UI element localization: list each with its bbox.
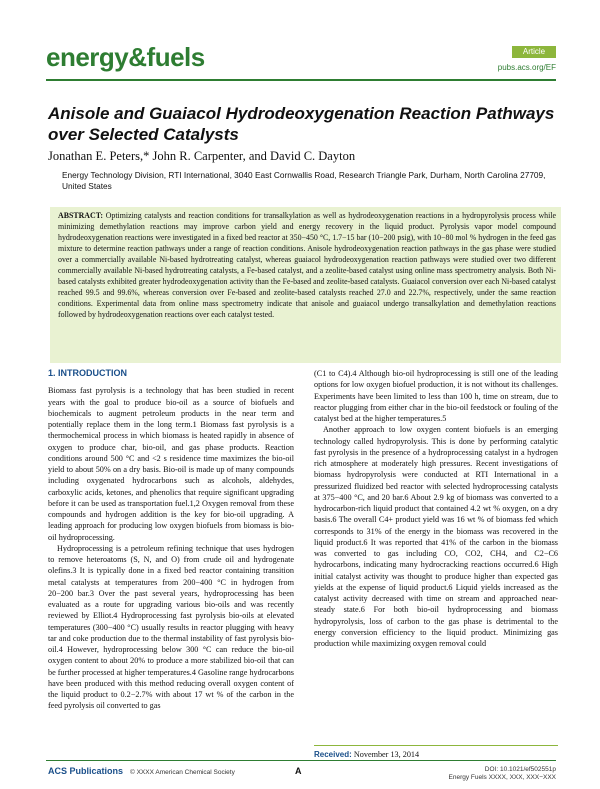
section-heading: 1. INTRODUCTION (48, 368, 128, 378)
article-type-badge: Article (512, 46, 556, 58)
paragraph: Biomass fast pyrolysis is a technology that has been studied in recent years with the goal to produce bio-oil as a source of biofuels and biochemicals to augment petroleum products in the near term and potentially replace them in the long term.1 Biomass fast pyrolysis is a thermochemical process in which biomass is heated rapidly in absence of oxygen to produce char, bio-oil, and gas phase products. Reaction conditions around 500 °C and <2 s residence time maximizes the bio-oil yield to about 50% on a dry basis. Bio-oil is made up of many compounds including oxygenated hydrocarbons such as alcohols, aldehydes, carboxylic acids, ketones, and phenolics that require significant upgrading before it can be used as transportation fuel.1,2 Oxygen removal from these compounds and hydrogen addition is the key for bio-oil upgrading. A leading approach for producing low oxygen biofuels from biomass is bio-oil hydroprocessing. (48, 386, 294, 542)
received-value: November 13, 2014 (353, 750, 420, 759)
paragraph: (C1 to C4).4 Although bio-oil hydroprocessing is still one of the leading options for low oxygen biofuel production, it is not without its challenges. Experiments have been limited to less than 100 h, time on stream, due to reactor plugging from either char in the bio-oil feedstock or fouling of the catalyst bed at the higher temperatures.5 (314, 369, 558, 423)
footer-rule (46, 760, 556, 761)
citation: Energy Fuels XXXX, XXX, XXX−XXX (448, 774, 556, 781)
author-list: Jonathan E. Peters,* John R. Carpenter, and David C. Dayton (48, 149, 356, 163)
received-date (314, 745, 558, 759)
abstract-box (50, 207, 561, 363)
copyright: © XXXX American Chemical Society (130, 769, 235, 776)
doi-link[interactable]: DOI: 10.1021/ef502551p (484, 766, 556, 773)
page-number: A (295, 766, 302, 776)
publisher-logo: ACS Publications (48, 766, 124, 776)
affiliation: Energy Technology Division, RTI International, 3040 East Cornwallis Road, Research Triangle Park, Durham, North Carolina 27709, United States (62, 170, 546, 191)
doi-block (430, 766, 556, 782)
header-rule (46, 79, 556, 81)
column-right (314, 368, 558, 649)
journal-url-link[interactable]: pubs.acs.org/EF (497, 63, 556, 72)
paper-title: Anisole and Guaiacol Hydrodeoxygenation Reaction Pathways over Selected Catalysts (48, 104, 555, 144)
column-left (48, 368, 294, 712)
received-label: Received: (314, 750, 352, 759)
journal-logo: energy&fuels (46, 42, 205, 72)
paragraph: Hydroprocessing is a petroleum refining technique that uses hydrogen to remove heteroatoms (S, N, and O) from crude oil and hydrogenate olefins.3 It is typically done in a fixed bed reactor containing transition metal catalysts at temperatures from 200−400 °C in hydrogen from 20−200 bar.3 Over the past several years, hydroprocessing has been evaluated as a route for upgrading various bio-oils and was recently reviewed by Elliot.4 Hydroprocessing fast pyrolysis bio-oils at elevated temperatures (300−400 °C) usually results in reactor plugging with heavy tar and coke production due to the thermal instability of fast pyrolysis bio-oil.4 However, hydroprocessing below 300 °C can reduce the bio-oil oxygen content to about 20% to produce a more stabilized bio-oil that can be further processed at higher temperatures.4 Gasoline range hydrocarbons have been produced with this method reducing overall oxygen content of the liquid product to 0.2−2.7% with about 17 wt % of the carbon in the feed pyrolysis oil converted to gas (48, 543, 294, 711)
paragraph: Another approach to low oxygen content biofuels is an emerging technology called hydropyrolysis. This is done by performing catalytic fast pyrolysis in the presence of a hydroprocessing catalyst in a hydrogen rich atmosphere at moderately high pressures. Recent investigations of biomass hydropyrolysis were conducted at RTI International in a pressurized fluidized bed reactor with selected hydroprocessing catalysts at 375−400 °C, and 20 bar.6 About 2.9 kg of biomass was converted to a hydrocarbon-rich liquid product that contained 4.2 wt % oxygen, on a dry basis.6 The overall C4+ product yield was 16 wt % of biomass fed which corresponds to 31% of the energy in the biomass was recovered in the liquid product.6 It was reported that 41% of the carbon in the biomass was converted to gas including CO, CO2, CH4, and C2−C6 hydrocarbons, indicating many hydrocracking reactions occurred.6 High initial catalyst activity was thought to produce higher than expected gas yields at the expense of liquid product.6 Liquid yields increased as the catalyst activity decreased with time on stream and approached near-steady state.6 For both bio-oil hydroprocessing and biomass hydropyrolysis, loss of carbon to the gas phase is detrimental to the energy conversion efficiency to the liquid product. Minimizing gas production while maximizing oxygen removal could (314, 425, 558, 648)
abstract-label: ABSTRACT: (58, 211, 104, 220)
abstract-text: Optimizing catalysts and reaction conditions for transalkylation as well as hydrodeoxygenation reactions in a hydropyrolysis process while minimizing demethylation reactions may improve carbon yield and energy recovery in the liquid product. Pyrolysis vapor model compound hydrodeoxygenation reactions were investigated in a fixed bed reactor at 350−450 °C, 1.7−15 bar (10−200 psig), with 10−80 mol % hydrogen in the feed gas mixture to determine reaction pathways under a range of reaction conditions. Anisole hydrodeoxygenation reaction pathways in the gas phase were studied over a commercially available Ni-based hydrotreating catalyst, whereas guaiacol hydrodeoxygenation reaction pathways were studied over two different commercially available Ni-based hydrotreating catalysts, a Fe-based catalyst, and a zeolite-based catalyst using online mass spectrometry analysis. Both Ni-based catalysts exhibited greater hydrodeoxygenation activity than the Fe-based and zeolite-based catalysts. Guaiacol conversion over each Ni-based catalyst reached 99.5 and 99.6%, whereas conversion over Fe-based and zeolite-based catalysts reached 27.0 and 22.7%, respectively, under the same reaction conditions. Experimental data from online mass spectrometry indicate that anisole and guaiacol undergo transalkylation and demethylation reactions followed by hydrodeoxygenation reactions over each catalyst tested. (58, 211, 556, 319)
